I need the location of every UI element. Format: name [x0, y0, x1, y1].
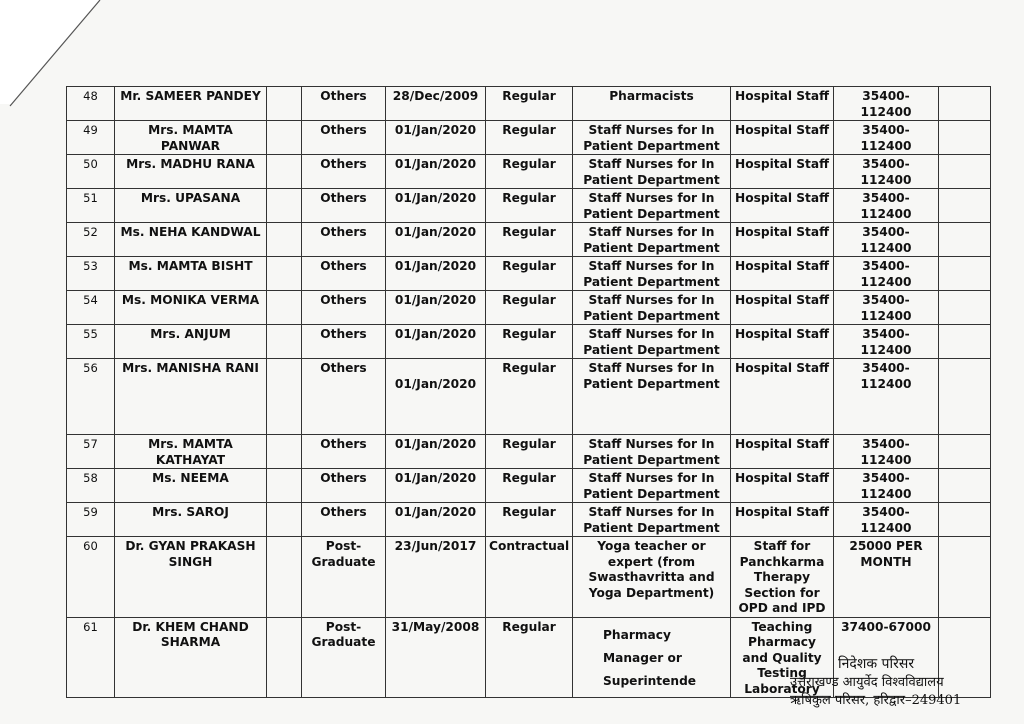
blank-cell: [267, 189, 302, 223]
pay-scale-line-1: 35400-: [862, 327, 910, 341]
post-cell: Pharmacists: [573, 87, 731, 121]
qualification-cell: Others: [302, 435, 386, 469]
blank-cell: [939, 325, 991, 359]
department-cell: Hospital Staff: [731, 291, 834, 325]
qualification-cell: Others: [302, 87, 386, 121]
department-cell: Hospital Staff: [731, 469, 834, 503]
appointment-type-cell: Regular: [486, 291, 573, 325]
pay-scale-line-1: 35400-: [862, 259, 910, 273]
name-cell: Ms. MONIKA VERMA: [115, 291, 267, 325]
pay-scale-cell: [834, 359, 939, 435]
pay-scale-line-2: MONTH: [860, 554, 912, 569]
appointment-type-cell: Contractual: [486, 537, 573, 618]
qualification-cell: Others: [302, 121, 386, 155]
table-row: [67, 257, 991, 291]
joining-date-cell: 01/Jan/2020: [386, 503, 486, 537]
post-cell: Yoga teacher or expert (from Swasthavritta and Yoga Department): [573, 537, 731, 618]
pay-scale-line-1: 35400-: [862, 437, 910, 451]
appointment-type-cell: Regular: [486, 359, 573, 435]
table-row: [67, 469, 991, 503]
serial-number-cell: 49: [67, 121, 115, 155]
qualification-cell: Others: [302, 291, 386, 325]
blank-cell: [267, 121, 302, 155]
serial-number-cell: 50: [67, 155, 115, 189]
name-cell: Mrs. MANISHA RANI: [115, 359, 267, 435]
pay-scale-cell: [834, 325, 939, 359]
serial-number-cell: 58: [67, 469, 115, 503]
blank-cell: [267, 435, 302, 469]
blank-cell: [939, 537, 991, 618]
pay-scale-line-2: 112400: [860, 274, 912, 289]
seal-line-2: ऋषिकुल परिसर, हरिद्वार–249401: [790, 693, 962, 708]
department-cell: Hospital Staff: [731, 257, 834, 291]
qualification-cell: Others: [302, 257, 386, 291]
appointment-type-cell: Regular: [486, 257, 573, 291]
pay-scale-line-1: 35400-: [862, 123, 910, 137]
table-row: [67, 325, 991, 359]
pay-scale-cell: [834, 469, 939, 503]
qualification-cell: Post-Graduate: [302, 617, 386, 698]
post-cell: Staff Nurses for In Patient Department: [573, 325, 731, 359]
serial-number-cell: 48: [67, 87, 115, 121]
pay-scale-cell: [834, 155, 939, 189]
blank-cell: [939, 435, 991, 469]
blank-cell: [267, 223, 302, 257]
qualification-cell: Others: [302, 325, 386, 359]
name-cell: Dr. GYAN PRAKASH SINGH: [115, 537, 267, 618]
blank-cell: [267, 325, 302, 359]
pay-scale-line-2: 112400: [860, 240, 912, 255]
blank-cell: [267, 503, 302, 537]
serial-number-cell: 52: [67, 223, 115, 257]
pay-scale-line-1: 35400-: [862, 505, 910, 519]
table-row: [67, 359, 991, 435]
appointment-type-cell: Regular: [486, 155, 573, 189]
blank-cell: [267, 291, 302, 325]
blank-cell: [939, 189, 991, 223]
name-cell: Ms. MAMTA BISHT: [115, 257, 267, 291]
qualification-cell: Others: [302, 223, 386, 257]
name-cell: Mrs. MAMTA PANWAR: [115, 121, 267, 155]
blank-cell: [939, 359, 991, 435]
serial-number-cell: 55: [67, 325, 115, 359]
blank-cell: [267, 617, 302, 698]
staff-table: [66, 86, 991, 698]
pay-scale-line-1: 35400-: [862, 191, 910, 205]
serial-number-cell: 51: [67, 189, 115, 223]
serial-number-cell: 54: [67, 291, 115, 325]
qualification-cell: Post-Graduate: [302, 537, 386, 618]
pay-scale-line-1: 35400-: [862, 89, 910, 103]
department-cell: Hospital Staff: [731, 435, 834, 469]
blank-cell: [939, 291, 991, 325]
department-cell: Hospital Staff: [731, 87, 834, 121]
blank-cell: [939, 121, 991, 155]
department-cell: Hospital Staff: [731, 121, 834, 155]
post-cell: Staff Nurses for In Patient Department: [573, 155, 731, 189]
appointment-type-cell: Regular: [486, 189, 573, 223]
blank-cell: [939, 87, 991, 121]
post-cell: Staff Nurses for In Patient Department: [573, 503, 731, 537]
appointment-type-cell: Regular: [486, 223, 573, 257]
pay-scale-line-2: 112400: [860, 206, 912, 221]
post-cell: Staff Nurses for In Patient Department: [573, 121, 731, 155]
post-cell: Staff Nurses for In Patient Department: [573, 469, 731, 503]
name-cell: Mrs. SAROJ: [115, 503, 267, 537]
blank-cell: [267, 537, 302, 618]
table-row: [67, 121, 991, 155]
qualification-cell: Others: [302, 189, 386, 223]
table-row: [67, 503, 991, 537]
blank-cell: [267, 155, 302, 189]
blank-cell: [267, 257, 302, 291]
pay-scale-line-2: 112400: [860, 308, 912, 323]
name-cell: Mrs. UPASANA: [115, 189, 267, 223]
name-cell: Mrs. ANJUM: [115, 325, 267, 359]
joining-date-cell: 28/Dec/2009: [386, 87, 486, 121]
name-cell: Ms. NEHA KANDWAL: [115, 223, 267, 257]
pay-scale-line-1: 25000 PER: [849, 539, 923, 553]
pay-scale-line-2: 112400: [860, 520, 912, 535]
appointment-type-cell: Regular: [486, 503, 573, 537]
post-cell: Staff Nurses for In Patient Department: [573, 189, 731, 223]
pay-scale-line-1: 35400-: [862, 225, 910, 239]
department-cell: Hospital Staff: [731, 359, 834, 435]
appointment-type-cell: Regular: [486, 121, 573, 155]
name-cell: Ms. NEEMA: [115, 469, 267, 503]
pay-scale-line-2: 112400: [860, 138, 912, 153]
serial-number-cell: 59: [67, 503, 115, 537]
pay-scale-line-1: 35400-: [862, 157, 910, 171]
pay-scale-line-1: 35400-: [862, 361, 910, 375]
seal-line-1: उत्तराखण्ड आयुर्वेद विश्वविद्यालय: [790, 675, 944, 690]
post-cell: Staff Nurses for In Patient Department: [573, 359, 731, 435]
department-cell: Hospital Staff: [731, 155, 834, 189]
blank-cell: [267, 469, 302, 503]
appointment-type-cell: Regular: [486, 325, 573, 359]
post-cell: Staff Nurses for In Patient Department: [573, 291, 731, 325]
pay-scale-line-2: 112400: [860, 486, 912, 501]
table-row: [67, 155, 991, 189]
name-cell: Mrs. MADHU RANA: [115, 155, 267, 189]
joining-date-cell: 01/Jan/2020: [386, 291, 486, 325]
table-row: [67, 537, 991, 618]
department-cell: Staff for Panchkarma Therapy Section for OPD and IPD: [731, 537, 834, 618]
department-cell: Hospital Staff: [731, 223, 834, 257]
post-cell: Pharmacy Manager or Superintende: [573, 617, 731, 698]
pay-scale-cell: [834, 87, 939, 121]
qualification-cell: Others: [302, 503, 386, 537]
pay-scale-line-2: 112400: [860, 342, 912, 357]
department-cell: Hospital Staff: [731, 503, 834, 537]
joining-date-cell: 01/Jan/2020: [386, 469, 486, 503]
table-row: [67, 87, 991, 121]
pay-scale-line-2: 112400: [860, 452, 912, 467]
pay-scale-cell: [834, 257, 939, 291]
name-cell: Mr. SAMEER PANDEY: [115, 87, 267, 121]
department-cell: Hospital Staff: [731, 189, 834, 223]
joining-date-cell: 01/Jan/2020: [386, 359, 486, 435]
blank-cell: [267, 87, 302, 121]
joining-date-cell: 01/Jan/2020: [386, 121, 486, 155]
pay-scale-line-2: 112400: [860, 376, 912, 391]
serial-number-cell: 56: [67, 359, 115, 435]
blank-cell: [267, 359, 302, 435]
pay-scale-line-1: 35400-: [862, 293, 910, 307]
appointment-type-cell: Regular: [486, 87, 573, 121]
pay-scale-cell: [834, 223, 939, 257]
serial-number-cell: 53: [67, 257, 115, 291]
qualification-cell: Others: [302, 469, 386, 503]
joining-date-cell: 01/Jan/2020: [386, 257, 486, 291]
joining-date-cell: 01/Jan/2020: [386, 155, 486, 189]
pay-scale-line-1: 37400-67000: [841, 619, 931, 634]
table-row: [67, 435, 991, 469]
pay-scale-line-1: 35400-: [862, 471, 910, 485]
signature: निदेशक परिसर: [838, 656, 915, 672]
name-cell: Mrs. MAMTA KATHAYAT: [115, 435, 267, 469]
post-cell: Staff Nurses for In Patient Department: [573, 257, 731, 291]
table-row: [67, 223, 991, 257]
table-row: [67, 291, 991, 325]
pay-scale-cell: [834, 121, 939, 155]
joining-date-cell: 01/Jan/2020: [386, 325, 486, 359]
appointment-type-cell: Regular: [486, 469, 573, 503]
department-cell: Hospital Staff: [731, 325, 834, 359]
pay-scale-line-2: 112400: [860, 172, 912, 187]
post-cell: Staff Nurses for In Patient Department: [573, 435, 731, 469]
joining-date-cell: 23/Jun/2017: [386, 537, 486, 618]
qualification-cell: Others: [302, 359, 386, 435]
blank-cell: [939, 223, 991, 257]
table-row: [67, 189, 991, 223]
pay-scale-cell: [834, 435, 939, 469]
joining-date-cell: 01/Jan/2020: [386, 189, 486, 223]
serial-number-cell: 61: [67, 617, 115, 698]
pay-scale-cell: [834, 189, 939, 223]
name-cell: Dr. KHEM CHAND SHARMA: [115, 617, 267, 698]
office-seal: [790, 674, 961, 710]
joining-date-cell: 01/Jan/2020: [386, 435, 486, 469]
pay-scale-cell: [834, 503, 939, 537]
blank-cell: [939, 155, 991, 189]
pay-scale-line-2: 112400: [860, 104, 912, 119]
joining-date-cell: 31/May/2008: [386, 617, 486, 698]
post-cell: Staff Nurses for In Patient Department: [573, 223, 731, 257]
blank-cell: [939, 503, 991, 537]
appointment-type-cell: Regular: [486, 617, 573, 698]
pay-scale-cell: [834, 537, 939, 618]
department-cell: Teaching Pharmacy and Quality Testing Laboratory: [731, 617, 834, 698]
joining-date-cell: 01/Jan/2020: [386, 223, 486, 257]
serial-number-cell: 57: [67, 435, 115, 469]
pay-scale-cell: [834, 291, 939, 325]
blank-cell: [939, 257, 991, 291]
blank-cell: [939, 469, 991, 503]
appointment-type-cell: Regular: [486, 435, 573, 469]
qualification-cell: Others: [302, 155, 386, 189]
serial-number-cell: 60: [67, 537, 115, 618]
